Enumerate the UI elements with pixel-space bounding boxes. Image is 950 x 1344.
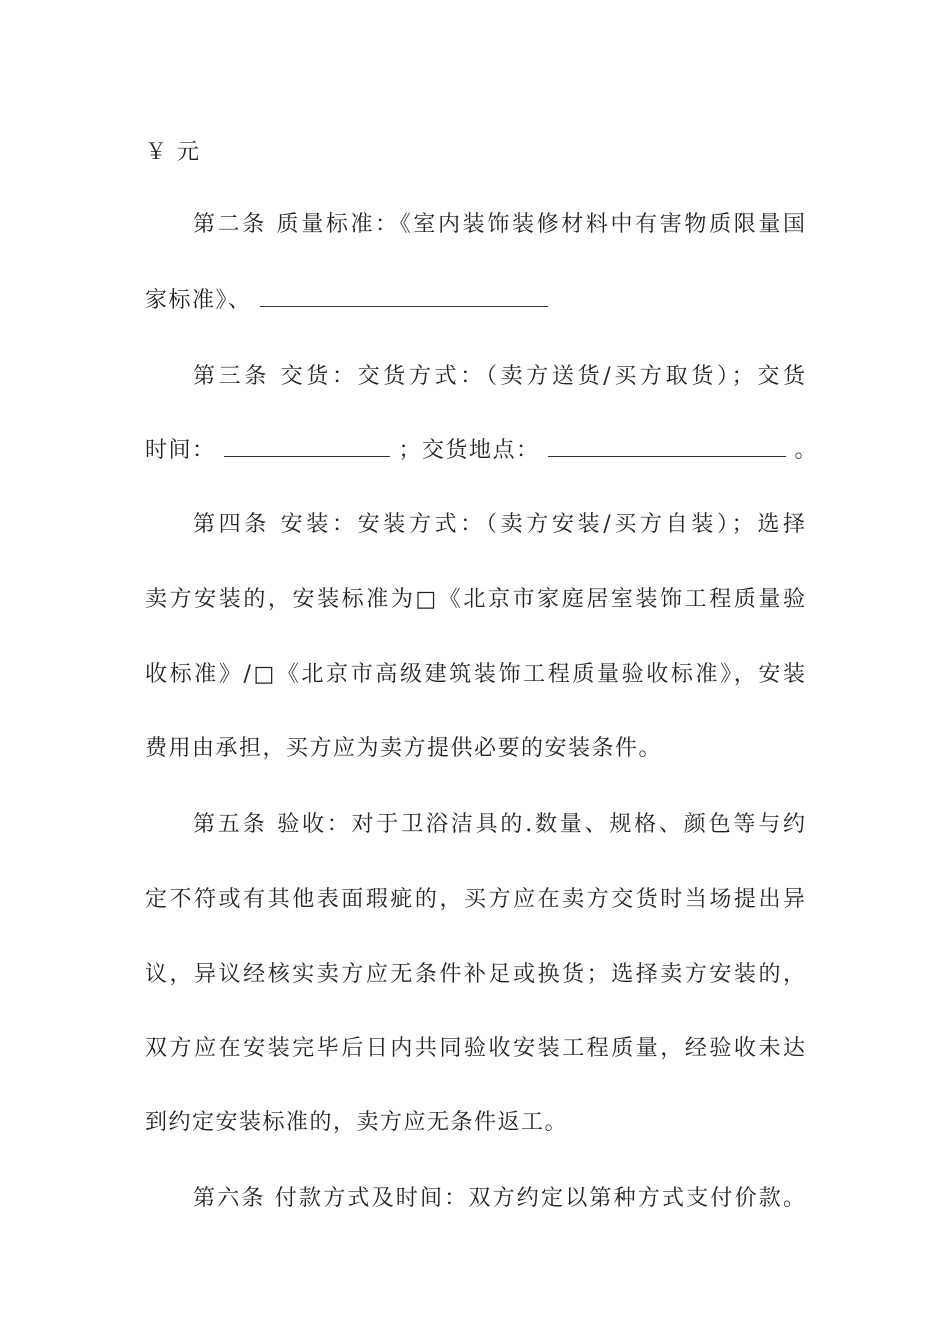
article-4-line-4: 费用由承担，买方应为卖方提供必要的安装条件。 (145, 736, 663, 761)
article-2-line-2-text: 家标准》、 (145, 288, 252, 313)
article-4-line-1: 第四条 安装：安装方式：（卖方安装/买方自装）；选择 (193, 512, 805, 537)
article-5-line-1: 第五条 验收：对于卫浴洁具的.数量、规格、颜色等与约 (193, 812, 805, 837)
delivery-place-label: ；交货地点： (398, 438, 540, 463)
article-4-line-2: 卖方安装的，安装标准为□《北京市家庭居室装饰工程质量验 (145, 587, 805, 612)
article-5-line-5: 到约定安装标准的，卖方应无条件返工。 (145, 1110, 569, 1135)
article-3-line-1: 第三条 交货：交货方式：（卖方送货/买方取货）；交货 (193, 364, 805, 389)
price-unit-line: ￥ 元 (145, 140, 201, 165)
article-5-line-3: 议，异议经核实卖方应无条件补足或换货；选择卖方安装的， (145, 962, 805, 987)
period-mark: 。 (794, 438, 819, 463)
article-3-line-2 (145, 436, 818, 466)
delivery-time-blank (224, 436, 390, 457)
article-5-line-4: 双方应在安装完毕后日内共同验收安装工程质量，经验收未达 (145, 1036, 805, 1061)
quality-standard-blank (260, 286, 548, 307)
article-2-line-2 (145, 286, 548, 316)
article-6-line-1: 第六条 付款方式及时间：双方约定以第种方式支付价款。 (193, 1186, 805, 1211)
article-4-line-3: 收标准》/□《北京市高级建筑装饰工程质量验收标准》，安装 (145, 662, 805, 687)
article-5-line-2: 定不符或有其他表面瑕疵的，买方应在卖方交货时当场提出异 (145, 887, 805, 912)
delivery-time-label: 时间： (145, 438, 216, 463)
article-2-line-1: 第二条 质量标准：《室内装饰装修材料中有害物质限量国 (193, 212, 805, 237)
delivery-place-blank (548, 436, 786, 457)
